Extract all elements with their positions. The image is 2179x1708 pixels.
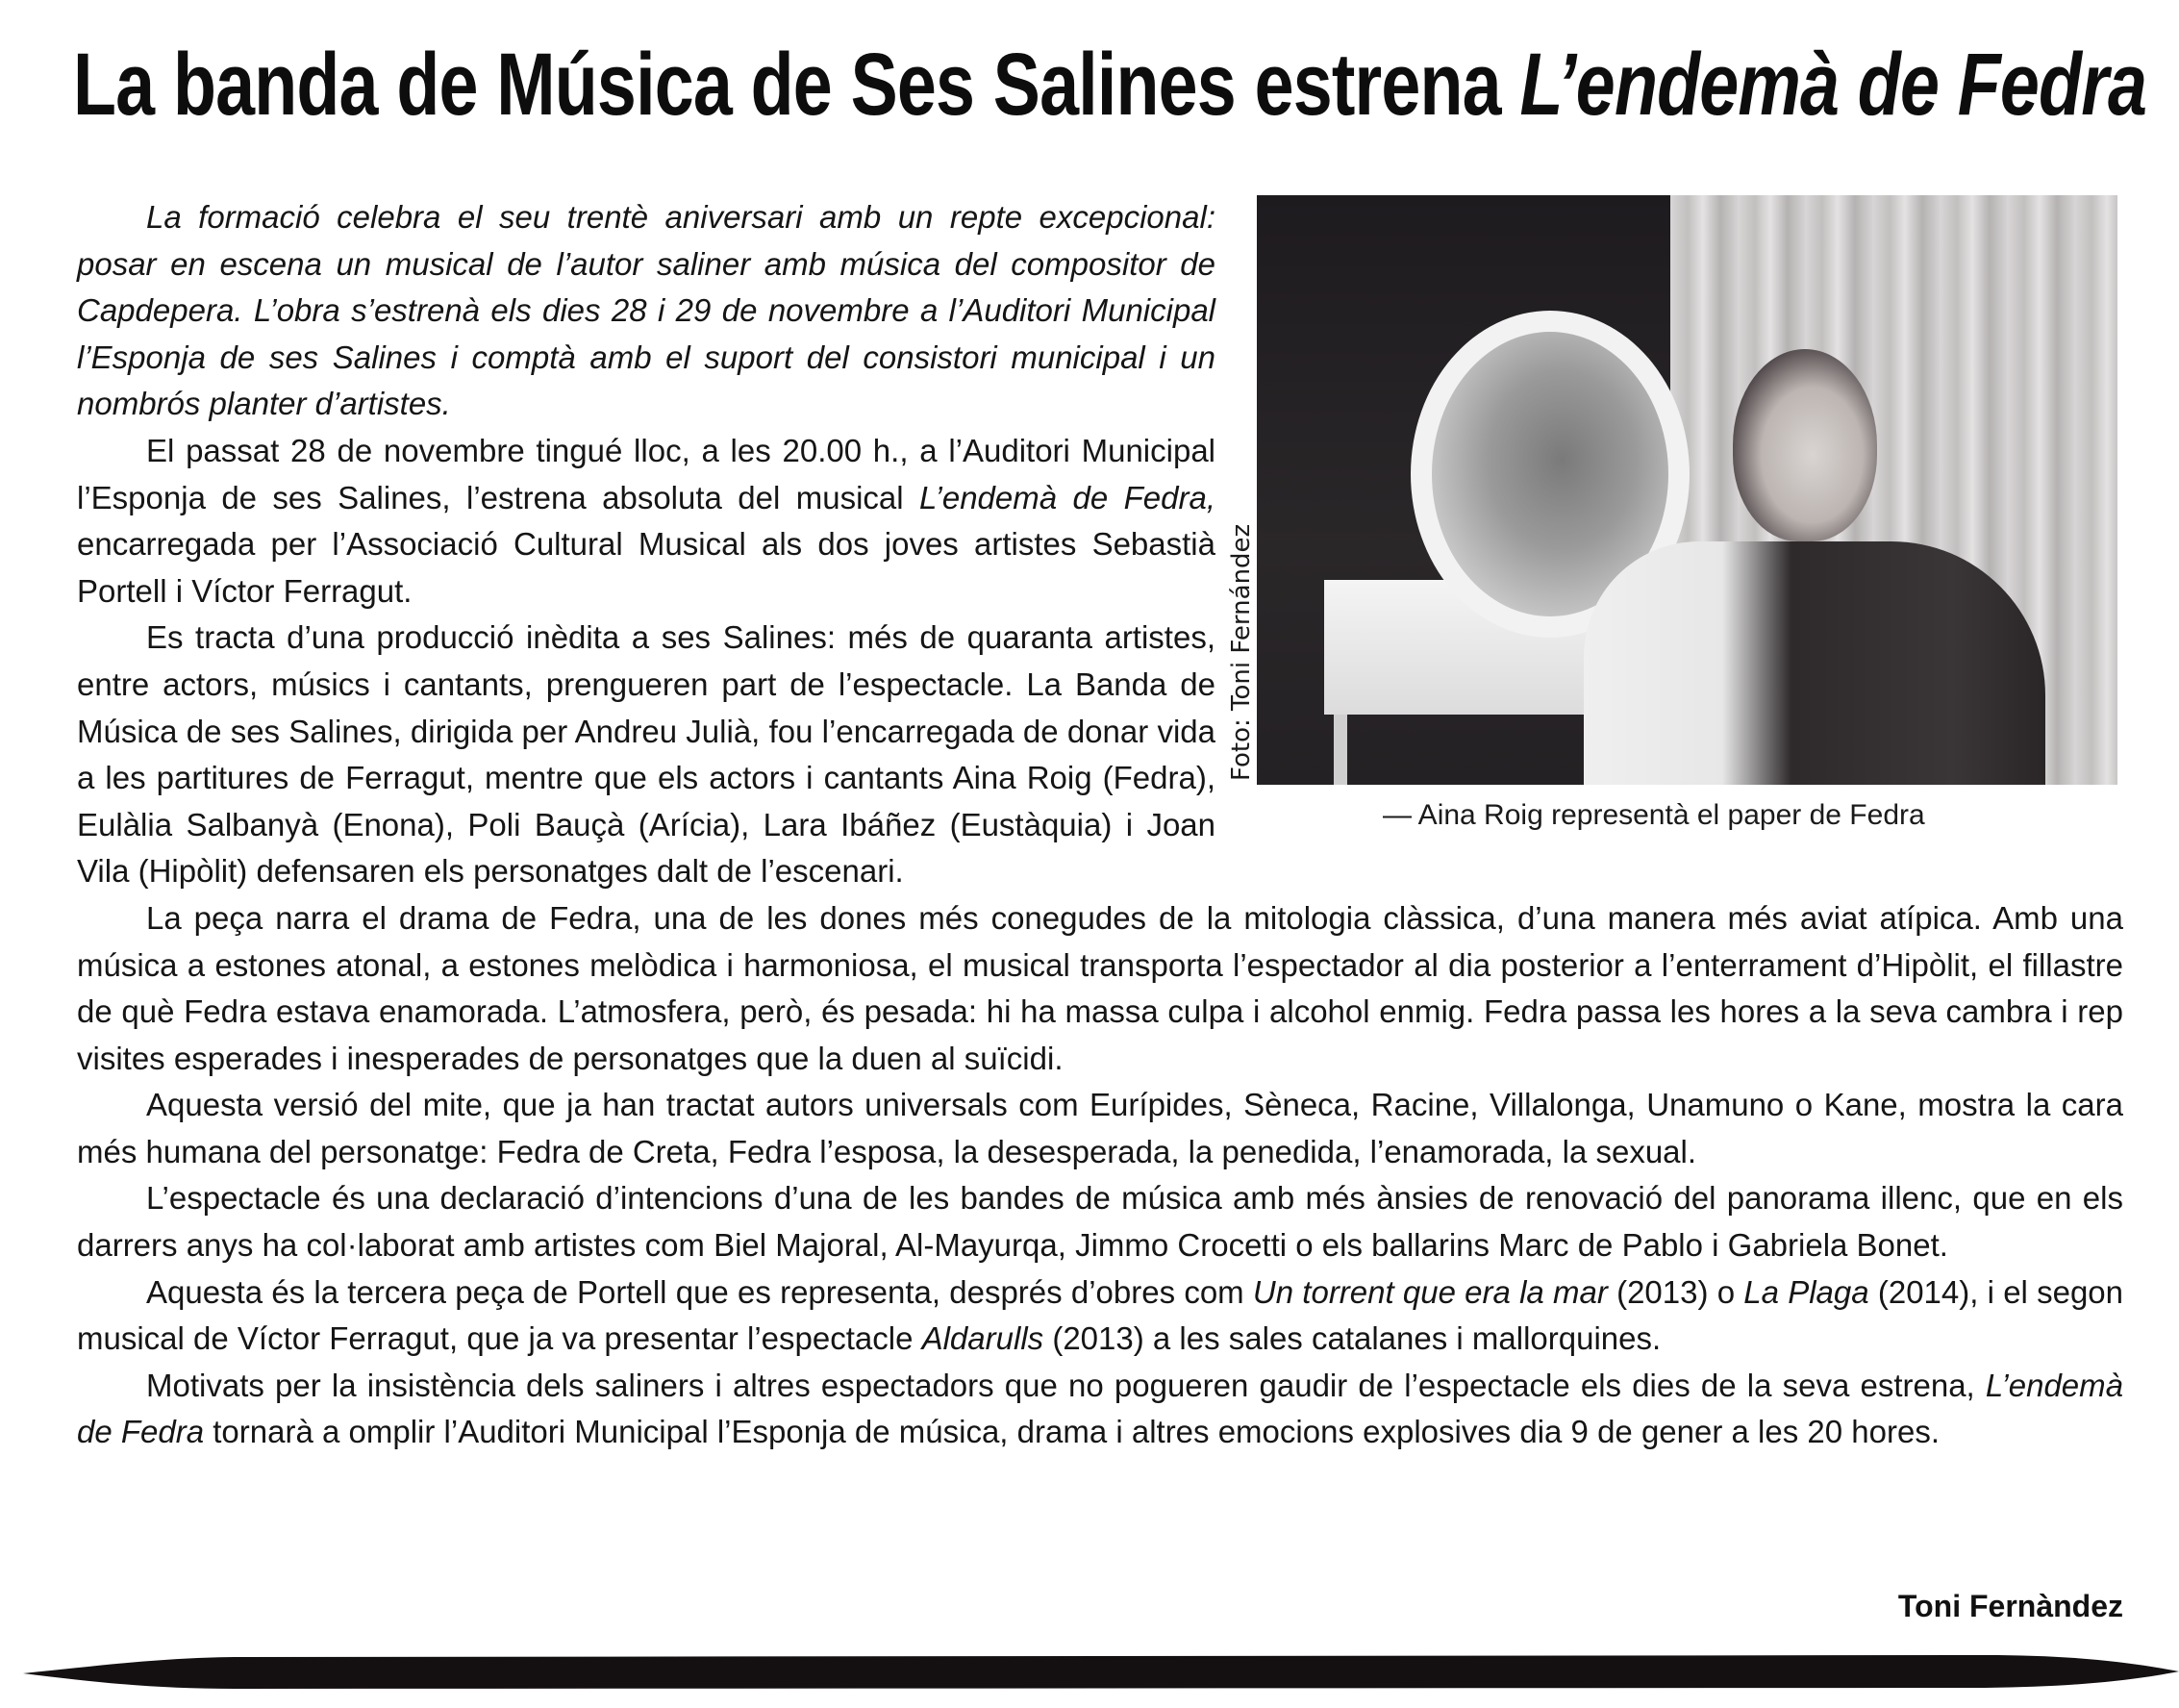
paragraph-text: (2013) o — [1607, 1273, 1744, 1310]
paragraph-text: tornarà a omplir l’Auditori Municipal l’Esponja de música, drama i altres emocions explosives dia 9 de gener a les 20 hores. — [204, 1414, 1940, 1450]
work-title: Aldarulls — [921, 1320, 1044, 1357]
paragraph-text: (2013) a les sales catalanes i mallorquines. — [1043, 1320, 1662, 1357]
headline-italic-title: L’endemà de Fedra — [1519, 36, 2147, 134]
work-title: La Plaga — [1743, 1273, 1869, 1310]
body-paragraph: L’espectacle és una declaració d’intencions d’una de les bandes de música amb més ànsies de renovació del panorama illenc, que en els darrers anys ha col·laborat amb artistes com Biel Majoral, Al-Mayurqa, Jimmo Crocetti o els ballarins Marc de Pablo i Gabriela Bonet. — [77, 1180, 2123, 1264]
photo-caption: — Aina Roig representà el paper de Fedra — [1383, 799, 1925, 831]
body-paragraph: Aquesta versió del mite, que ja han tractat autors universals com Eurípides, Sèneca, Racine, Villalonga, Unamuno o Kane, mostra la cara més humana del personatge: Fedra de Creta, Fedra l’esposa, la desesperada, la penedida, l’enamorada, la sexual. — [77, 1087, 2123, 1169]
paragraph-text: encarregada per l’Associació Cultural Musical als dos joves artistes Sebastià Portell i Víctor Ferragut. — [77, 526, 1215, 609]
paragraph-text: Aquesta és la tercera peça de Portell que es representa, després d’obres com — [146, 1273, 1253, 1310]
paragraph-text: El passat 28 de novembre tingué lloc, a les 20.00 h., a l’Auditori Municipal l’Esponja de ses Salines, l’estrena absoluta del musical — [77, 432, 1215, 515]
figure-space — [1239, 194, 2123, 863]
article-body — [77, 194, 2123, 1456]
end-of-article-rule — [23, 1652, 2179, 1693]
body-paragraph: Es tracta d’una producció inèdita a ses Salines: més de quaranta artistes, entre actors, músics i cantants, prengueren part de l’espectacle. La Banda de Música de ses Salines, dirigida per Andreu Julià, fou l’encarregada de donar vida a les partitures de Ferragut, mentre que els actors i cantants Aina Roig (Fedra), Eulàlia Salbanyà (Enona), Poli Bauçà (Arícia), Lara Ibáñez (Eustàquia) i Joan Vila (Hipòlit) defensaren els personatges dalt de l’escenari. — [77, 619, 1215, 890]
work-title: L’endemà de Fedra, — [918, 479, 1215, 515]
byline: Toni Fernàndez — [1897, 1589, 2123, 1623]
paragraph-text: Motivats per la insistència dels saliners i altres espectadors que no pogueren gaudir de l’espectacle els dies de la seva estrena, — [146, 1367, 1986, 1403]
lead-paragraph: La formació celebra el seu trentè aniversari amb un repte excepcional: posar en escena un musical de l’autor saliner amb música del compositor de Capdepera. L’obra s’estrenà els dies 28 i 29 de novembre a l’Auditori Municipal l’Esponja de ses Salines i comptà amb el suport del consistori municipal i un nombrós planter d’artistes. — [77, 199, 1215, 422]
work-title: L’endemà de Fedra — [77, 1367, 2123, 1450]
body-paragraph: La peça narra el drama de Fedra, una de les dones més conegudes de la mitologia clàssica, d’una manera més aviat atípica. Amb una música a estones atonal, a estones melòdica i harmoniosa, el musical transporta l’espectador al dia posterior a l’enterrament d’Hipòlit, el fillastre de què Fedra estava enamorada. L’atmosfera, però, és pesada: hi ha massa culpa i alcohol enmig. Fedra passa les hores a la seva cambra i rep visites esperades i inesperades de personatges que la duen al suïcidi. — [77, 899, 2123, 1076]
work-title: Un torrent que era la mar — [1252, 1273, 1608, 1310]
paragraph-text: (2014), i el segon musical de Víctor Ferragut, que ja va presentar l’espectacle — [77, 1273, 2124, 1357]
headline — [73, 36, 2147, 134]
body-paragraph — [77, 1363, 2123, 1456]
body-paragraph — [77, 1269, 2123, 1363]
headline-regular: La banda de Música de Ses Salines estrena — [73, 36, 1520, 134]
photo-credit: Foto: Toni Fernández — [1227, 523, 1256, 781]
